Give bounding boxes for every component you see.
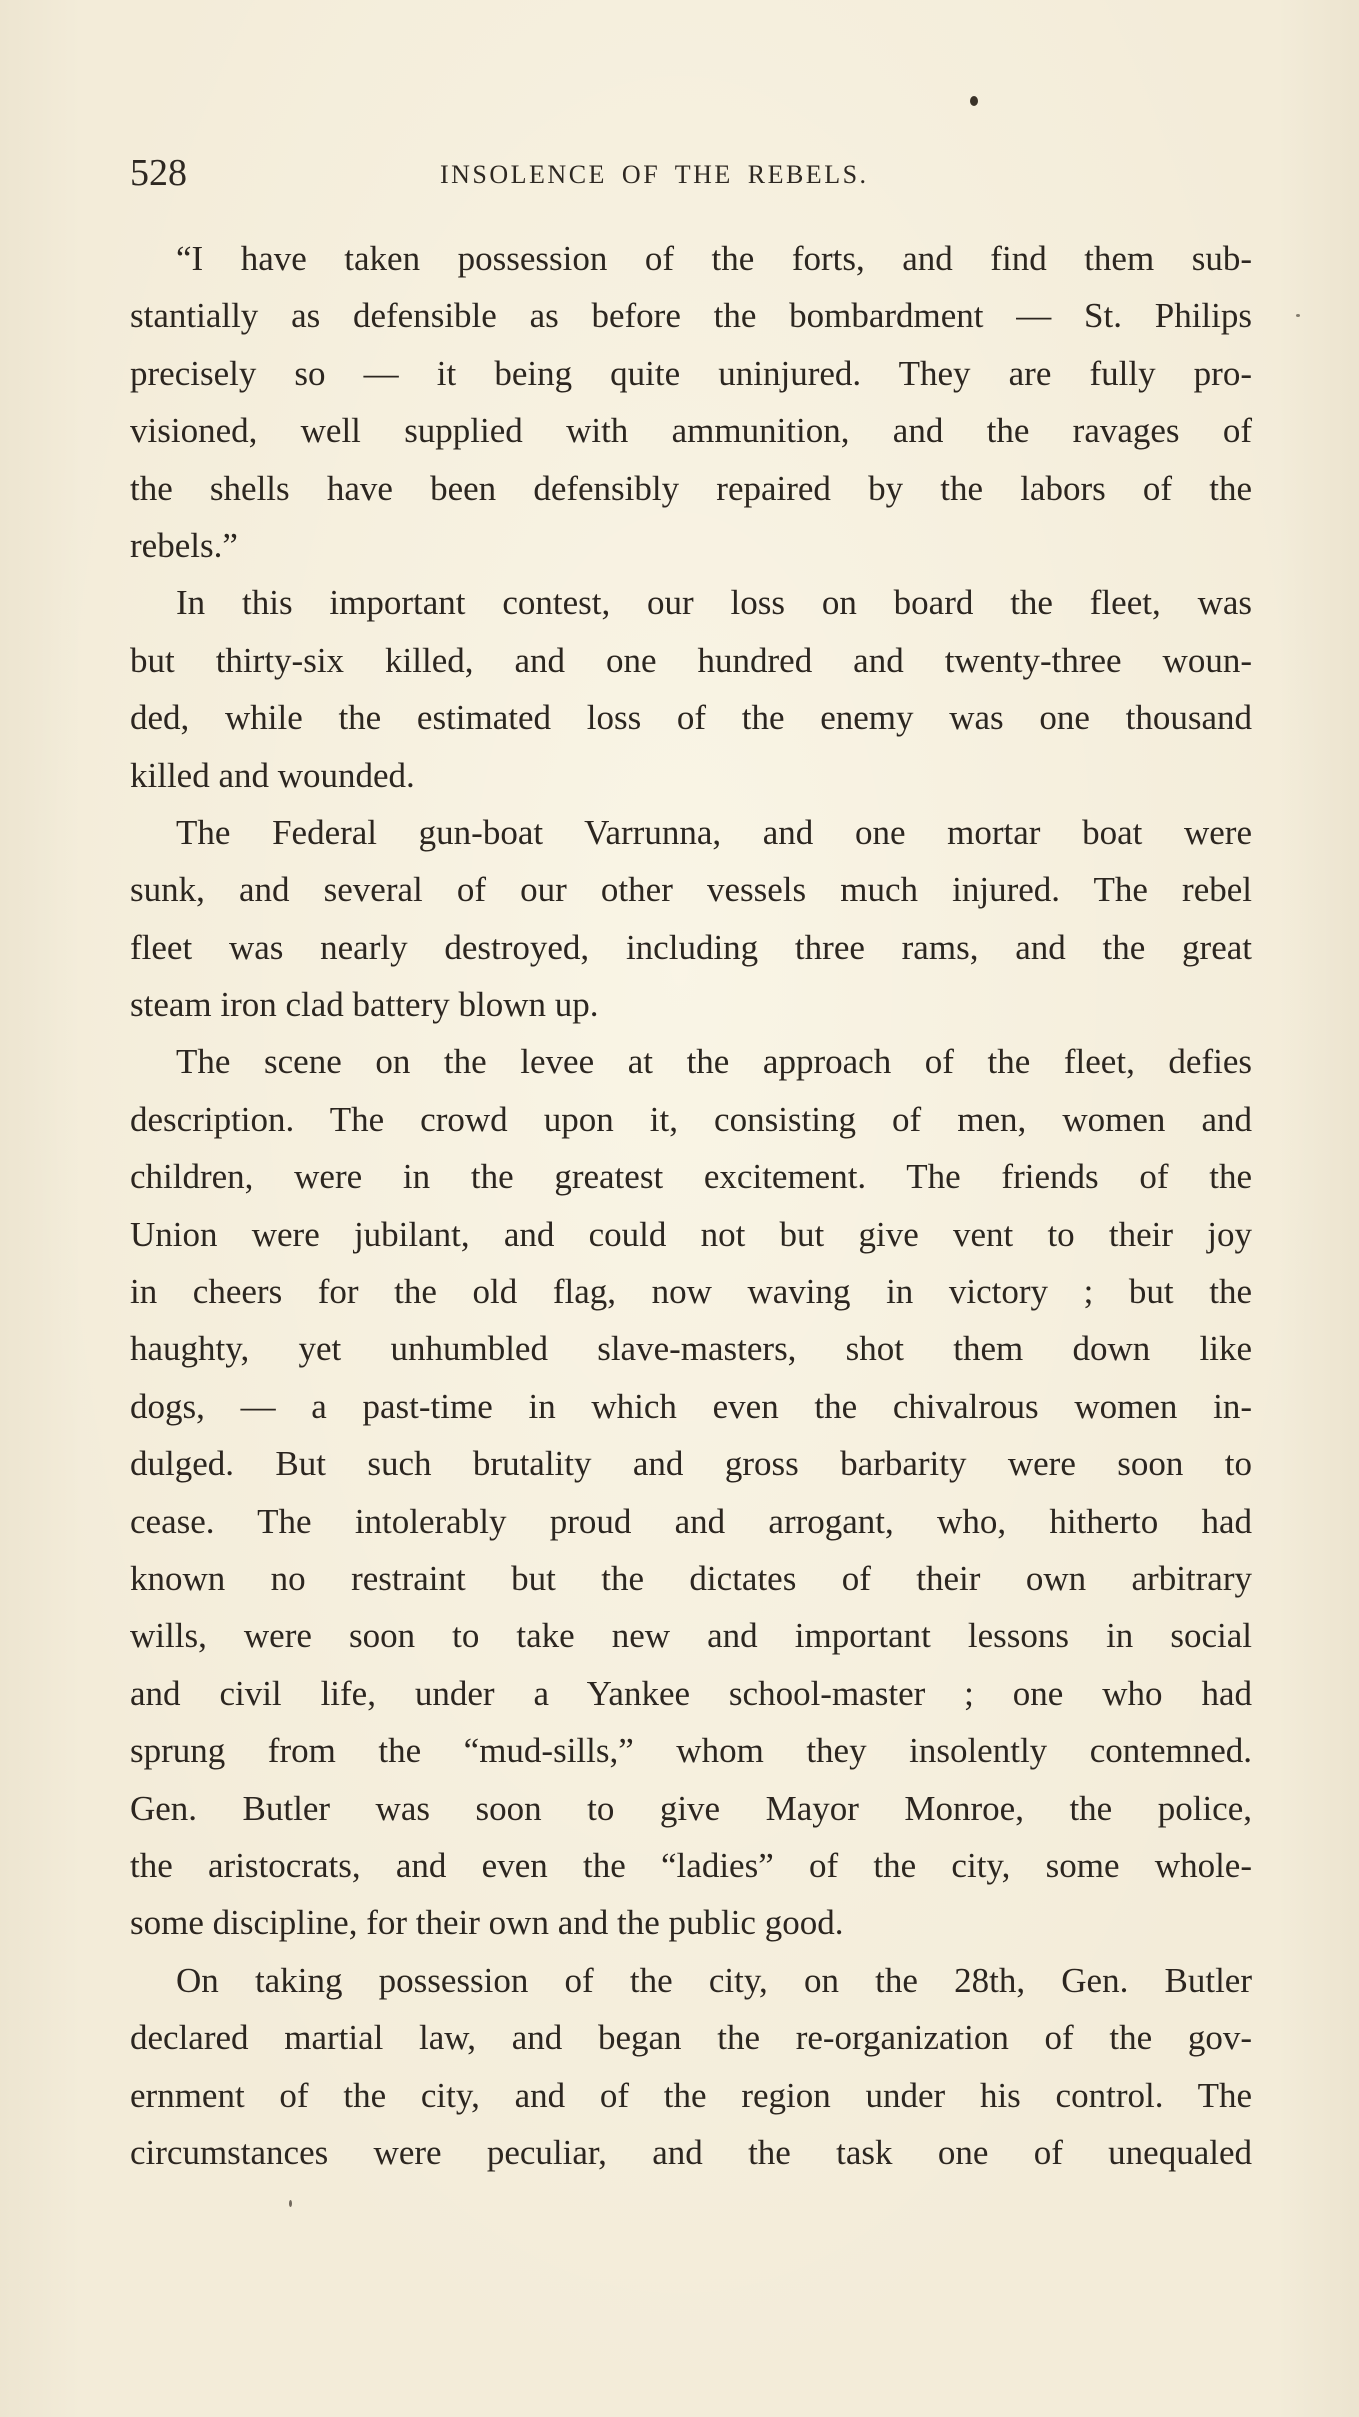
page-number: 528 — [130, 152, 187, 194]
text-line: declared martial law, and began the re-organization of the gov- — [130, 2018, 1252, 2058]
text-line: description. The crowd upon it, consisting of men, women and — [130, 1099, 1252, 1139]
text-line: dulged. But such brutality and gross barbarity were soon to — [130, 1444, 1252, 1484]
ink-speck — [1296, 314, 1300, 317]
text-line: and civil life, under a Yankee school-master ; one who had — [130, 1673, 1252, 1713]
text-line: cease. The intolerably proud and arrogant, who, hitherto had — [130, 1501, 1252, 1541]
text-line: known no restraint but the dictates of their own arbitrary — [130, 1558, 1252, 1598]
text-line: ded, while the estimated loss of the enemy was one thousand — [130, 698, 1252, 738]
text-line: In this important contest, our loss on board the fleet, was — [176, 583, 1252, 623]
text-line: sprung from the “mud-sills,” whom they insolently contemned. — [130, 1731, 1252, 1771]
text-line: haughty, yet unhumbled slave-masters, shot them down like — [130, 1329, 1252, 1369]
text-line: “I have taken possession of the forts, and find them sub- — [176, 239, 1252, 278]
text-line: On taking possession of the city, on the 28th, Gen. Butler — [176, 1960, 1252, 2000]
text-line: the shells have been defensibly repaired by the labors of the — [130, 468, 1252, 508]
text-line: stantially as defensible as before the bombardment — St. Philips — [130, 296, 1252, 336]
text-line: fleet was nearly destroyed, including three rams, and the great — [130, 927, 1252, 967]
text-line: dogs, — a past-time in which even the chivalrous women in- — [130, 1386, 1252, 1426]
text-line: The scene on the levee at the approach of the fleet, defies — [176, 1042, 1252, 1082]
ink-speck — [970, 96, 978, 106]
text-line: precisely so — it being quite uninjured. They are fully pro- — [130, 353, 1252, 393]
text-line: but thirty-six killed, and one hundred and twenty-three woun- — [130, 640, 1252, 680]
running-head — [130, 148, 1260, 198]
text-line: sunk, and several of our other vessels much injured. The rebel — [130, 870, 1252, 910]
text-line: Union were jubilant, and could not but give vent to their joy — [130, 1214, 1252, 1254]
text-line: visioned, well supplied with ammunition, and the ravages of — [130, 411, 1252, 451]
text-line: circumstances were peculiar, and the task one of unequaled — [130, 2132, 1252, 2172]
text-line: killed and wounded. — [130, 755, 415, 795]
text-line: the aristocrats, and even the “ladies” of the city, some whole- — [130, 1845, 1252, 1885]
running-title: INSOLENCE OF THE REBELS. — [440, 160, 869, 189]
text-line: ernment of the city, and of the region under his control. The — [130, 2075, 1252, 2115]
text-line: steam iron clad battery blown up. — [130, 985, 599, 1025]
text-line: children, were in the greatest excitement. The friends of the — [130, 1157, 1252, 1197]
text-line: wills, were soon to take new and important lessons in social — [130, 1616, 1252, 1656]
ink-speck — [289, 2200, 292, 2207]
text-line: Gen. Butler was soon to give Mayor Monroe, the police, — [130, 1788, 1252, 1828]
text-line: in cheers for the old flag, now waving in victory ; but the — [130, 1272, 1252, 1312]
text-line: The Federal gun-boat Varrunna, and one mortar boat were — [176, 812, 1252, 852]
text-line: some discipline, for their own and the public good. — [130, 1903, 844, 1943]
text-line: rebels.” — [130, 525, 238, 565]
body-text — [130, 230, 1252, 2181]
